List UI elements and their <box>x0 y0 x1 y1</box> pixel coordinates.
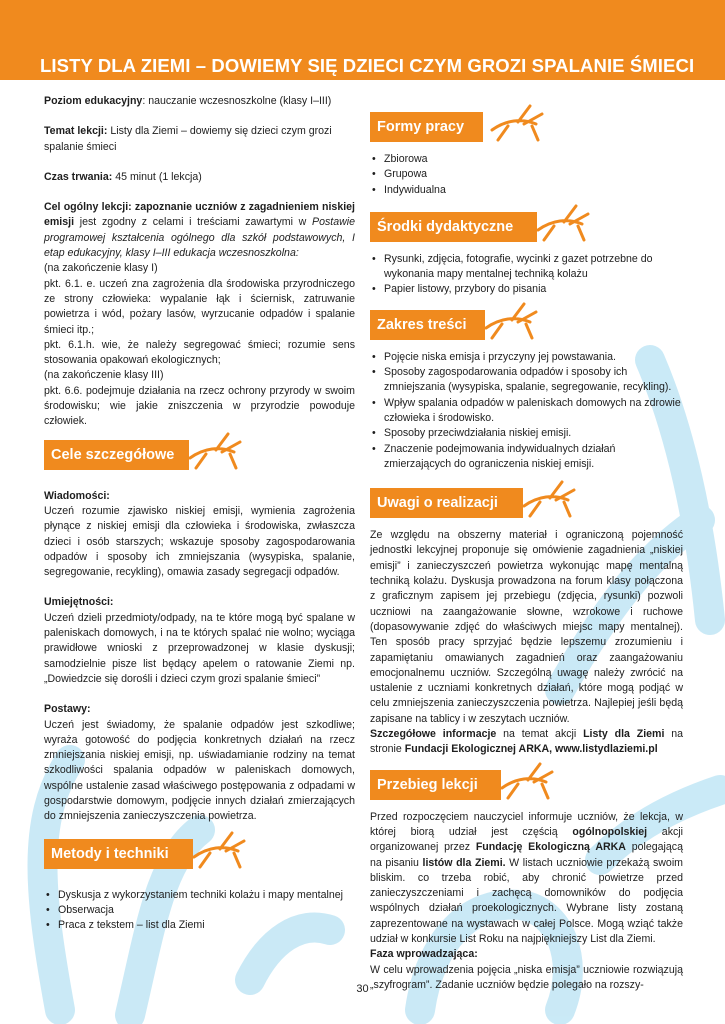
goal-label: Cel ogólny lekcji: zapoznanie uczniów z zagadnieniem niskiej emisji <box>44 201 355 229</box>
header-band <box>0 0 725 80</box>
duration-line <box>44 170 355 185</box>
section-heading-cele <box>44 440 355 470</box>
topic-label: Temat lekcji: <box>44 125 108 138</box>
bird-icon <box>488 102 546 144</box>
goal-line: pkt. 6.1.h. wie, że należy segregować śmieci; rozumie sens stosowania opakowań ekologicznych; <box>44 338 355 367</box>
section-heading-uwagi <box>370 488 683 518</box>
section-title: Metody i techniki <box>44 839 193 869</box>
attitudes-label: Postawy: <box>44 703 91 716</box>
goal-text: jest zgodny z celami i treściami zawartymi w <box>74 216 312 229</box>
section-title: Cele szczegółowe <box>44 440 189 470</box>
intro-phase-text: W celu wprowadzenia pojęcia „niska emisja” uczniowie rozwiązują „szyfrogram”. Zadanie uczniów będzie polegało na rozszy- <box>370 963 683 991</box>
topic-value: Listy dla Ziemi – dowiemy się dzieci czym grozi spalanie śmieci <box>44 125 332 153</box>
list-item: • Sposoby przeciwdziałania niskiej emisji. <box>370 426 683 441</box>
goal-line: pkt. 6.6. podejmuje działania na rzecz ochrony przyrody w swoim środowisku; wie jakie zniszczenia w przyrodzie powoduje człowiek. <box>44 384 355 428</box>
level-label: Poziom edukacyjny <box>44 95 143 107</box>
goal-line: (na zakończenie klasy I) <box>44 262 158 275</box>
skills-text: Uczeń dzieli przedmioty/odpady, na te które mogą być spalane w paleniskach domowych, i na te których spalać nie wolno; wyciąga prawidłowe wnioski z przeprowadzonej w klasie dyskusji; samodzielnie pisze list będący apelem o ratowanie Ziemi np. „Dowiedzcie się dorośli i dzieci czym grozi spalanie śmieci” <box>44 611 355 685</box>
level-line <box>44 94 355 109</box>
bird-icon <box>498 760 556 802</box>
section-title: Uwagi o realizacji <box>370 488 523 518</box>
section-title: Formy pracy <box>370 112 483 142</box>
section-heading-formy <box>370 112 683 142</box>
section-heading-przebieg <box>370 770 683 800</box>
methods-list <box>44 888 355 934</box>
bird-icon <box>520 478 578 520</box>
duration-label: Czas trwania: <box>44 170 113 183</box>
bird-icon <box>190 829 248 871</box>
goal-document: Postawie programowej kształcenia ogólnego dla szkół podstawowych, I etap edukacyjny, klasy I–III edukacja wczesnoszkolna: <box>44 216 355 260</box>
list-item: • Grupowa <box>370 167 683 182</box>
bird-icon <box>186 430 244 472</box>
page-number: 30 <box>356 983 369 995</box>
content-scope-list <box>370 350 683 472</box>
bird-icon <box>482 300 540 342</box>
intro-phase-label: Faza wprowadzająca: <box>370 948 478 961</box>
list-item: • Dyskusja z wykorzystaniem techniki kolażu i mapy mentalnej <box>44 888 355 903</box>
section-title: Zakres treści <box>370 310 485 340</box>
section-title: Przebieg lekcji <box>370 770 501 800</box>
notes-info: Szczegółowe informacje na temat akcji Listy dla Ziemi na stronie Fundacji Ekologicznej ARKA, www.listydlaziemi.pl <box>370 728 684 756</box>
notes-text: Ze względu na obszerny materiał i ograniczoną pojemność jednostki lekcyjnej proponuje się omówienie zagadnienia „niskiej emisji” i zanieczyszczeń powietrza wykonując mapę mentalną techniką kolażu. Dyskusja prowadzona na forum klasy połączona z graficznym zapisem jej przebiegu (zdjęcia, rysunki) pozwoli uczniowi na zaangażowanie słowne, wzrokowe i ruchowe (dopasowywanie zdjęć do właściwych miejsc mapy mentalnej). Ten sposób pracy sprzyjać będzie lepszemu zrozumieniu i zapamiętaniu omawianych zagadnień oraz zaangażowaniu emocjonalnemu uczniów. Szczególną uwagę należy zwrócić na ustalenie z uczniami konkretnych działań, które mogą podjąć w celu zmniejszenia zanieczyszczenia powietrza. Najlepiej jeśli będą zapisane na tablicy i w zeszytach uczniów. <box>370 529 683 725</box>
section-heading-zakres <box>370 310 683 340</box>
knowledge-text: Uczeń rozumie zjawisko niskiej emisji, wymienia zagrożenia płynące z niskiej emisji dla człowieka i środowiska, zwłaszcza dzieci i osób starszych; wskazuje sposoby zagospodarowania odpadów i sposoby ich zmniejszania (wysypiska, spalanie, segregowanie, recykling), omawia zasady segregacji odpadów. <box>44 504 355 579</box>
duration-value: 45 minut (1 lekcja) <box>112 170 202 183</box>
list-item: • Znaczenie podejmowania indywidualnych działań zmierzających do ograniczenia niskiej emisji. <box>370 442 683 473</box>
forms-list <box>370 152 683 198</box>
list-item: • Obserwacja <box>44 903 355 918</box>
list-item: • Indywidualna <box>370 183 683 198</box>
right-column <box>370 112 683 993</box>
topic-line <box>44 124 355 155</box>
list-item: • Zbiorowa <box>370 152 683 167</box>
list-item: • Rysunki, zdjęcia, fotografie, wycinki z gazet potrzebne do wykonania mapy mentalnej techniką kolażu <box>370 252 683 283</box>
list-item: • Pojęcie niska emisja i przyczyny jej powstawania. <box>370 350 683 365</box>
list-item: • Wpływ spalania odpadów w paleniskach domowych na zdrowie człowieka i środowisko. <box>370 396 683 427</box>
section-heading-srodki <box>370 212 683 242</box>
list-item: • Papier listowy, przybory do pisania <box>370 282 683 297</box>
section-title: Środki dydaktyczne <box>370 212 537 242</box>
bird-icon <box>534 202 592 244</box>
list-item: • Sposoby zagospodarowania odpadów i sposoby ich zmniejszania (wysypiska, spalanie, segregowanie, recykling). <box>370 365 683 396</box>
course-text: Przed rozpoczęciem nauczyciel informuje uczniów, że lekcja, w której biorą udział jest częścią ogólnopolskiej akcji organizowanej przez Fundację Ekologiczną ARKA polegającą na pisaniu listów dla Ziemi. W listach uczniowie przekażą swoim bliskim. co trzeba robić, aby chronić powietrze przed zanieczyszczeniami i zachęcą domowników do podjęcia wspólnych działań proekologicznych. Wybrane listy zostaną zaprezentowane na wystawach w całej Polsce. Mogą wziąć także udział w konkursie List Roku na najpiękniejszy List dla Ziemi. <box>370 810 684 945</box>
level-value: : nauczanie wczesnoszkolne (klasy I–III) <box>142 95 332 107</box>
goal-line: pkt. 6.1. e. uczeń zna zagrożenia dla środowiska przyrodniczego ze strony człowieka: wypalanie łąk i ściernisk, zatruwanie powietrza i wód, pożary lasów, wyrzucanie odpadów i spalanie śmieci itp.; <box>44 277 355 336</box>
goal-line: (na zakończenie klasy III) <box>44 369 164 382</box>
page-title: LISTY DLA ZIEMI – DOWIEMY SIĘ DZIECI CZYM GROZI SPALANIE ŚMIECI <box>40 55 695 76</box>
section-heading-metody <box>44 839 355 869</box>
attitudes-text: Uczeń jest świadomy, że spalanie odpadów jest szkodliwe; wyraża gotowość do podjęcia konkretnych działań na rzecz zmniejszania niskiej emisji, np. uświadamianie rodziny na temat szkodliwości spalania odpadów w paleniskach domowych, wspólne ustalenie zasad właściwego postępowania z odpadami w gospodarstwie domowym, podjęcie innych działań zmierzających do zmniejszenia zanieczyszczenia powietrza. <box>44 718 355 823</box>
knowledge-label: Wiadomości: <box>44 489 110 502</box>
list-item: • Praca z tekstem – list dla Ziemi <box>44 918 355 933</box>
left-column <box>44 94 355 933</box>
skills-label: Umiejętności: <box>44 596 114 609</box>
materials-list <box>370 252 683 298</box>
goal-paragraph <box>44 200 355 261</box>
